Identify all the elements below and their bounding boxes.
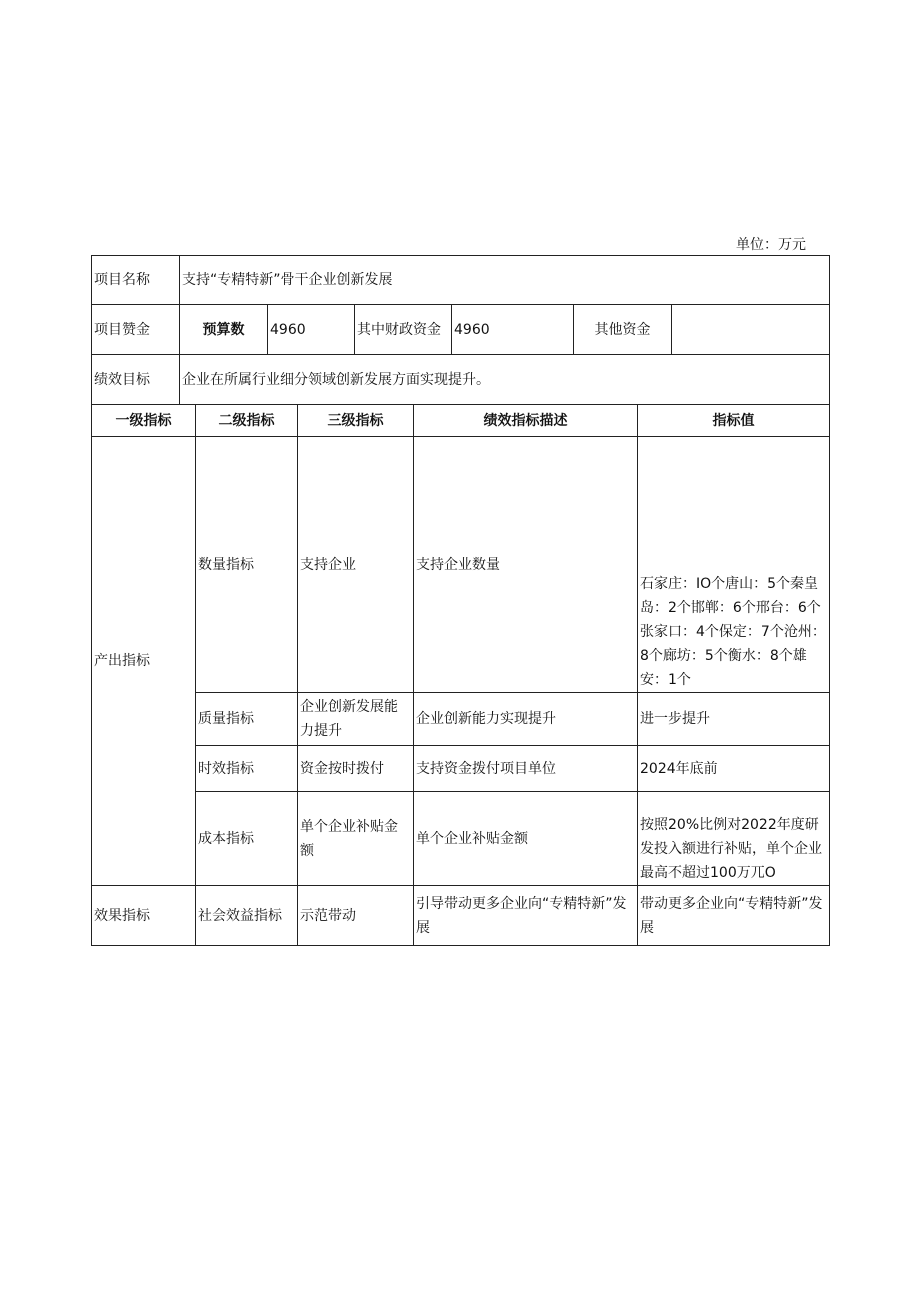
table-row (92, 886, 830, 946)
output-indicator-label: 产出指标 (92, 437, 196, 886)
header-value: 指标值 (638, 405, 830, 437)
header-description: 绩效指标描述 (414, 405, 638, 437)
budget-value: 4960 (268, 305, 355, 355)
value-cell: 2024年底前 (638, 746, 830, 792)
level3-cell: 支持企业 (298, 437, 414, 693)
effect-indicator-label: 效果指标 (92, 886, 196, 946)
budget-label: 预算数 (180, 305, 268, 355)
level2-cell: 质量指标 (196, 693, 298, 746)
fiscal-label: 其中财政资金 (355, 305, 452, 355)
project-name-row (92, 256, 830, 305)
level2-cell: 数量指标 (196, 437, 298, 693)
description-cell: 企业创新能力实现提升 (414, 693, 638, 746)
level2-cell: 成本指标 (196, 792, 298, 886)
indicator-table (91, 404, 830, 946)
table-row (92, 746, 830, 792)
unit-label: 单位：万元 (736, 237, 806, 253)
performance-goal-value: 企业在所属行业细分领域创新发展方面实现提升。 (180, 355, 830, 405)
performance-goal-label: 绩效目标 (92, 355, 180, 405)
level3-cell: 企业创新发展能力提升 (298, 693, 414, 746)
table-row (92, 437, 830, 693)
project-name-value: 支持“专精特新”骨干企业创新发展 (180, 256, 830, 305)
level3-cell: 示范带动 (298, 886, 414, 946)
description-cell: 单个企业补贴金额 (414, 792, 638, 886)
table-row (92, 792, 830, 886)
value-cell: 按照20%比例对2022年度研发投入额进行补贴，单个企业最高不超过100万兀O (638, 792, 830, 886)
project-funds-row (92, 305, 830, 355)
level2-cell: 社会效益指标 (196, 886, 298, 946)
table-row (92, 693, 830, 746)
project-name-label: 项目名称 (92, 256, 180, 305)
performance-goal-row (92, 355, 830, 405)
other-funds-value (672, 305, 830, 355)
value-cell: 石家庄：IO个唐山：5个秦皇岛：2个邯郸：6个邢台：6个张家口：4个保定：7个沧州：8个廊坊：5个衡水：8个雄安：1个 (638, 437, 830, 693)
description-cell: 支持资金拨付项目单位 (414, 746, 638, 792)
fiscal-value: 4960 (452, 305, 574, 355)
header-level2: 二级指标 (196, 405, 298, 437)
header-level1: 一级指标 (92, 405, 196, 437)
level3-cell: 单个企业补贴金额 (298, 792, 414, 886)
project-info-table (91, 255, 830, 405)
header-level3: 三级指标 (298, 405, 414, 437)
indicator-header-row (92, 405, 830, 437)
value-cell: 进一步提升 (638, 693, 830, 746)
description-cell: 引导带动更多企业向“专精特新”发展 (414, 886, 638, 946)
project-funds-label: 项目赞金 (92, 305, 180, 355)
other-funds-label: 其他资金 (574, 305, 672, 355)
level2-cell: 时效指标 (196, 746, 298, 792)
value-cell: 带动更多企业向“专精特新”发展 (638, 886, 830, 946)
level3-cell: 资金按时拨付 (298, 746, 414, 792)
description-cell: 支持企业数量 (414, 437, 638, 693)
